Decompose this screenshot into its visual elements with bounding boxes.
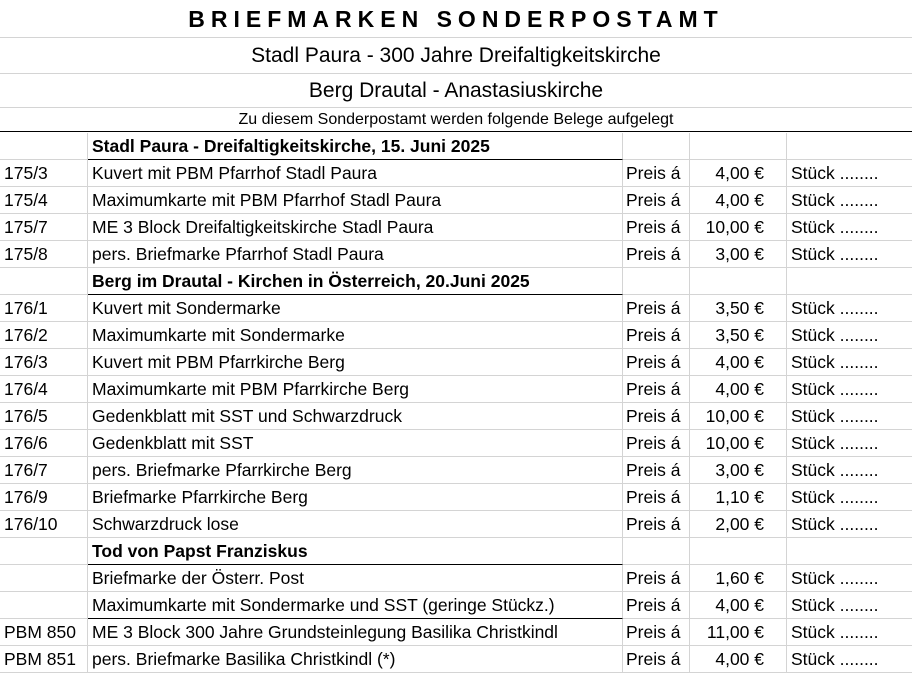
subtitle-stadl-paura: Stadl Paura - 300 Jahre Dreifaltigkeitskirche — [0, 38, 912, 74]
price-label-cell: Preis á — [623, 511, 690, 538]
description-cell: Gedenkblatt mit SST — [88, 430, 623, 457]
table-row — [0, 484, 912, 511]
price-label-cell: Preis á — [623, 160, 690, 187]
description-cell: Kuvert mit Sondermarke — [88, 295, 623, 322]
item-number-cell — [0, 565, 88, 592]
item-number-cell: 176/5 — [0, 403, 88, 430]
table-row — [0, 457, 912, 484]
price-cell: 3,50 € — [690, 322, 787, 349]
price-label-cell: Preis á — [623, 349, 690, 376]
price-cell: 4,00 € — [690, 592, 787, 619]
section-title-cell: Berg im Drautal - Kirchen in Österreich, 20.Juni 2025 — [88, 268, 623, 295]
item-number-cell: 176/9 — [0, 484, 88, 511]
price-label-cell: Preis á — [623, 241, 690, 268]
price-cell: 3,00 € — [690, 457, 787, 484]
description-cell: pers. Briefmarke Pfarrhof Stadl Paura — [88, 241, 623, 268]
item-number-cell: 175/3 — [0, 160, 88, 187]
item-number-cell: PBM 850 — [0, 619, 88, 646]
price-cell: 4,00 € — [690, 376, 787, 403]
quantity-cell: Stück ........ — [787, 241, 912, 268]
item-number-cell: 176/3 — [0, 349, 88, 376]
description-cell: Maximumkarte mit Sondermarke und SST (geringe Stückz.) — [88, 592, 623, 619]
item-number-cell: 176/10 — [0, 511, 88, 538]
price-cell — [690, 538, 787, 565]
item-number-cell — [0, 133, 88, 160]
price-label-cell: Preis á — [623, 619, 690, 646]
quantity-cell: Stück ........ — [787, 295, 912, 322]
table-row — [0, 322, 912, 349]
price-cell: 3,50 € — [690, 295, 787, 322]
price-cell — [690, 268, 787, 295]
price-cell: 10,00 € — [690, 430, 787, 457]
description-cell: Briefmarke der Österr. Post — [88, 565, 623, 592]
price-label-cell: Preis á — [623, 295, 690, 322]
page-title: BRIEFMARKEN SONDERPOSTAMT — [0, 0, 912, 38]
price-label-cell: Preis á — [623, 457, 690, 484]
item-number-cell — [0, 268, 88, 295]
price-label-cell — [623, 133, 690, 160]
item-number-cell: 176/6 — [0, 430, 88, 457]
quantity-cell: Stück ........ — [787, 457, 912, 484]
quantity-cell — [787, 268, 912, 295]
item-number-cell: 176/4 — [0, 376, 88, 403]
price-label-cell: Preis á — [623, 322, 690, 349]
price-cell: 1,60 € — [690, 565, 787, 592]
table-row — [0, 511, 912, 538]
quantity-cell: Stück ........ — [787, 619, 912, 646]
table-row — [0, 241, 912, 268]
item-number-cell: 176/2 — [0, 322, 88, 349]
table-row — [0, 619, 912, 646]
price-label-cell — [623, 268, 690, 295]
quantity-cell: Stück ........ — [787, 565, 912, 592]
quantity-cell — [787, 538, 912, 565]
price-label-cell: Preis á — [623, 484, 690, 511]
description-cell: Kuvert mit PBM Pfarrkirche Berg — [88, 349, 623, 376]
price-label-cell: Preis á — [623, 592, 690, 619]
description-cell: Gedenkblatt mit SST und Schwarzdruck — [88, 403, 623, 430]
quantity-cell — [787, 133, 912, 160]
quantity-cell: Stück ........ — [787, 376, 912, 403]
description-cell: Maximumkarte mit Sondermarke — [88, 322, 623, 349]
item-number-cell — [0, 538, 88, 565]
price-cell: 4,00 € — [690, 187, 787, 214]
price-label-cell: Preis á — [623, 646, 690, 673]
price-cell: 1,10 € — [690, 484, 787, 511]
description-cell: Schwarzdruck lose — [88, 511, 623, 538]
description-cell: ME 3 Block Dreifaltigkeitskirche Stadl Paura — [88, 214, 623, 241]
description-cell: pers. Briefmarke Pfarrkirche Berg — [88, 457, 623, 484]
quantity-cell: Stück ........ — [787, 646, 912, 673]
intro-text: Zu diesem Sonderpostamt werden folgende Belege aufgelegt — [0, 108, 912, 132]
price-label-cell: Preis á — [623, 187, 690, 214]
table-row — [0, 376, 912, 403]
table-row — [0, 430, 912, 457]
item-number-cell — [0, 592, 88, 619]
price-label-cell: Preis á — [623, 565, 690, 592]
description-cell: Briefmarke Pfarrkirche Berg — [88, 484, 623, 511]
price-label-cell: Preis á — [623, 403, 690, 430]
price-cell: 4,00 € — [690, 349, 787, 376]
item-number-cell: 176/7 — [0, 457, 88, 484]
section-title-cell: Tod von Papst Franziskus — [88, 538, 623, 565]
description-cell: Kuvert mit PBM Pfarrhof Stadl Paura — [88, 160, 623, 187]
quantity-cell: Stück ........ — [787, 430, 912, 457]
table-row — [0, 187, 912, 214]
price-label-cell: Preis á — [623, 214, 690, 241]
quantity-cell: Stück ........ — [787, 187, 912, 214]
quantity-cell: Stück ........ — [787, 322, 912, 349]
table-row — [0, 565, 912, 592]
subtitle-berg-drautal: Berg Drautal - Anastasiuskirche — [0, 74, 912, 108]
price-cell: 10,00 € — [690, 214, 787, 241]
table-row — [0, 646, 912, 673]
description-cell: Maximumkarte mit PBM Pfarrhof Stadl Paura — [88, 187, 623, 214]
item-number-cell: 175/8 — [0, 241, 88, 268]
price-cell: 3,00 € — [690, 241, 787, 268]
quantity-cell: Stück ........ — [787, 484, 912, 511]
quantity-cell: Stück ........ — [787, 592, 912, 619]
quantity-cell: Stück ........ — [787, 160, 912, 187]
section-header-row — [0, 268, 912, 295]
price-cell: 11,00 € — [690, 619, 787, 646]
quantity-cell: Stück ........ — [787, 403, 912, 430]
item-number-cell: 176/1 — [0, 295, 88, 322]
quantity-cell: Stück ........ — [787, 511, 912, 538]
price-label-cell — [623, 538, 690, 565]
price-label-cell: Preis á — [623, 430, 690, 457]
description-cell: Maximumkarte mit PBM Pfarrkirche Berg — [88, 376, 623, 403]
item-number-cell: 175/4 — [0, 187, 88, 214]
table-row — [0, 295, 912, 322]
section-header-row — [0, 133, 912, 160]
item-number-cell: PBM 851 — [0, 646, 88, 673]
quantity-cell: Stück ........ — [787, 349, 912, 376]
price-cell: 2,00 € — [690, 511, 787, 538]
price-cell: 4,00 € — [690, 160, 787, 187]
price-cell — [690, 133, 787, 160]
table-row — [0, 214, 912, 241]
description-cell: pers. Briefmarke Basilika Christkindl (*) — [88, 646, 623, 673]
price-cell: 4,00 € — [690, 646, 787, 673]
section-title-cell: Stadl Paura - Dreifaltigkeitskirche, 15. Juni 2025 — [88, 133, 623, 160]
section-header-row — [0, 538, 912, 565]
quantity-cell: Stück ........ — [787, 214, 912, 241]
table-row — [0, 403, 912, 430]
item-number-cell: 175/7 — [0, 214, 88, 241]
table-row — [0, 592, 912, 619]
description-cell: ME 3 Block 300 Jahre Grundsteinlegung Basilika Christkindl — [88, 619, 623, 646]
price-cell: 10,00 € — [690, 403, 787, 430]
table-row — [0, 349, 912, 376]
price-label-cell: Preis á — [623, 376, 690, 403]
table-row — [0, 160, 912, 187]
